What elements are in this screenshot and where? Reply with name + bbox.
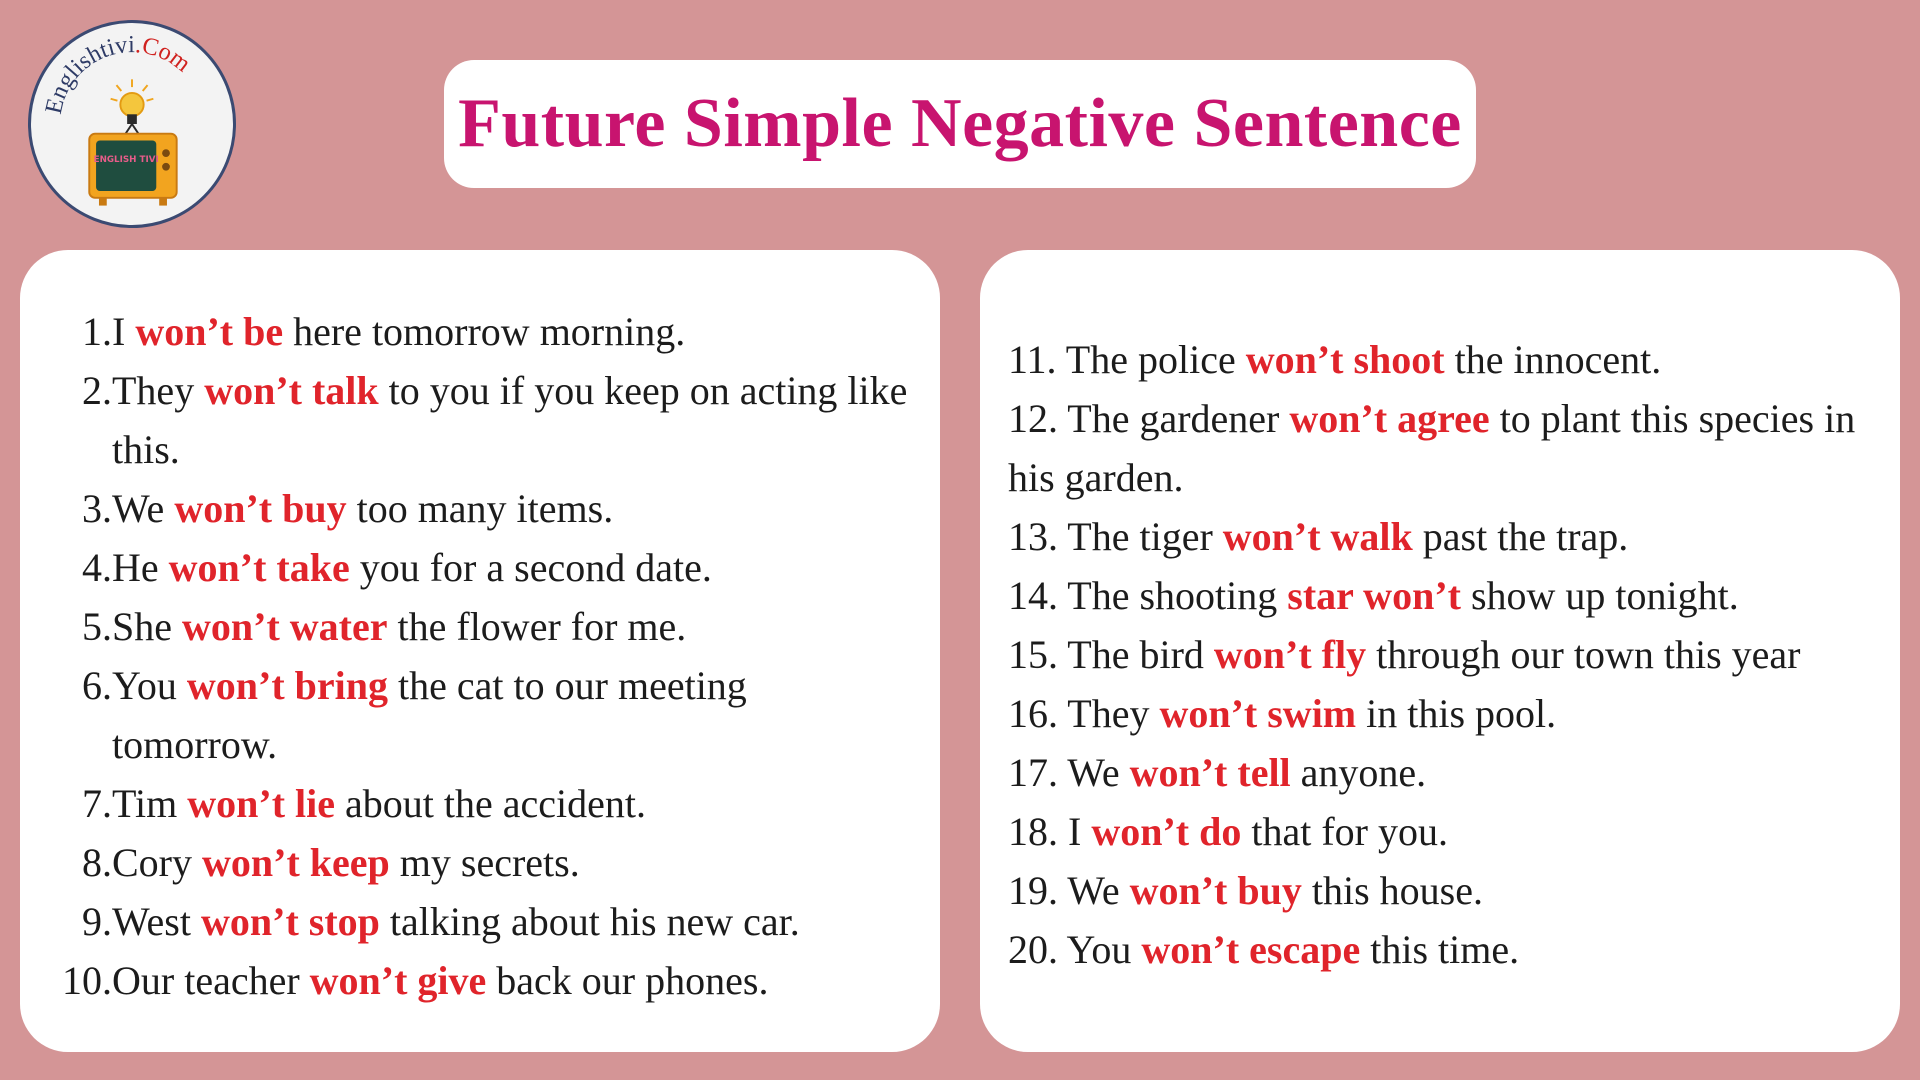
sentence-subject: The police [1056,337,1246,382]
list-item [1008,389,1880,507]
item-number: 3. [82,486,112,531]
list-item [36,302,912,361]
item-number: 19. [1008,868,1058,913]
sentence-subject: West [112,899,201,944]
sentence [112,656,912,774]
sentence-rest: to you if you keep on acting like this. [112,368,908,472]
sentence-rest: here tomorrow morning. [283,309,686,354]
sentence [112,361,912,479]
list-item [36,892,912,951]
list-item [36,597,912,656]
sentence-subject: They [1058,691,1160,736]
sentence [112,833,912,892]
list-item [1008,507,1880,566]
list-item [1008,684,1880,743]
sentence-rest: you for a second date. [349,545,712,590]
sentence-rest: talking about his new car. [379,899,800,944]
item-number: 12. [1008,396,1058,441]
tv-icon [89,134,176,206]
negative-verb-highlight: won’t keep [202,840,390,885]
negative-verb-highlight: won’t buy [1129,868,1302,913]
negative-verb-highlight: won’t buy [174,486,347,531]
site-logo [28,20,236,228]
negative-verb-highlight: won’t escape [1141,927,1361,972]
negative-verb-highlight: won’t swim [1159,691,1357,736]
item-number: 1. [82,309,112,354]
sentence [112,892,912,951]
sentence-subject: I [112,309,136,354]
sentence-subject: He [112,545,169,590]
item-number: 2. [82,368,112,413]
sentence-rest: the flower for me. [387,604,687,649]
sentence-rest: this time. [1360,927,1520,972]
sentence-rest: to plant this species in his garden. [1008,396,1856,500]
item-number: 14. [1008,573,1058,618]
sentence [112,538,912,597]
negative-verb-highlight: won’t walk [1222,514,1413,559]
item-number: 20. [1008,927,1058,972]
list-item [1008,861,1880,920]
item-number: 6. [82,663,112,708]
right-panel [980,250,1900,1052]
sentence-rest: through our town this year [1366,632,1801,677]
item-number: 16. [1008,691,1058,736]
list-item [36,479,912,538]
page-title: Future Simple Negative Sentence [458,85,1462,162]
list-item [36,951,912,1010]
logo-text: Englishtivi.Com [39,31,196,117]
list-item [36,656,912,774]
negative-verb-highlight: won’t be [135,309,284,354]
item-number: 18. [1008,809,1058,854]
item-number: 9. [82,899,112,944]
negative-verb-highlight: won’t take [168,545,350,590]
list-item [1008,625,1880,684]
list-item [1008,566,1880,625]
negative-verb-highlight: won’t lie [187,781,336,826]
list-item [1008,743,1880,802]
sentence-subject: The tiger [1058,514,1223,559]
item-number: 11. [1008,337,1057,382]
sentence-rest: about the accident. [335,781,647,826]
sentence-subject: The bird [1058,632,1214,677]
sentence-rest: past the trap. [1412,514,1629,559]
sentence-rest: back our phones. [486,958,769,1003]
left-panel [20,250,940,1052]
list-item [1008,920,1880,979]
sentence-subject: She [112,604,182,649]
tv-logo-icon [31,23,233,225]
sentence [112,597,912,656]
negative-verb-highlight: won’t bring [186,663,389,708]
negative-verb-highlight: won’t shoot [1245,337,1445,382]
sentence-subject: Cory [112,840,202,885]
item-number: 8. [82,840,112,885]
sentence-subject: Our teacher [112,958,310,1003]
sentence [112,479,912,538]
list-item [36,833,912,892]
list-item [36,538,912,597]
item-number: 15. [1008,632,1058,677]
negative-verb-highlight: won’t do [1091,809,1242,854]
negative-verb-highlight: won’t talk [204,368,379,413]
sentence-subject: We [1058,868,1130,913]
sentence [112,951,912,1010]
negative-verb-highlight: star won’t [1287,573,1461,618]
list-item [1008,330,1880,389]
item-number: 17. [1008,750,1058,795]
tv-screen-text: ENGLISH TIVI [93,154,159,165]
negative-verb-highlight: won’t give [309,958,487,1003]
item-number: 13. [1008,514,1058,559]
sentence-subject: Tim [112,781,188,826]
sentence-rest: in this pool. [1356,691,1557,736]
title-banner [444,60,1476,188]
item-number: 10. [62,958,112,1003]
sentence-subject: You [1058,927,1142,972]
negative-verb-highlight: won’t stop [200,899,380,944]
negative-verb-highlight: won’t water [182,604,388,649]
list-item [36,361,912,479]
list-item [36,774,912,833]
lightbulb-icon [111,79,154,135]
sentence-subject: The gardener [1058,396,1290,441]
sentence-rest: the cat to our meeting tomorrow. [112,663,747,767]
sentence [112,302,912,361]
sentence-subject: They [112,368,205,413]
sentence [112,774,912,833]
sentence-rest: this house. [1301,868,1483,913]
sentence-subject: I [1058,809,1092,854]
sentence-subject: You [112,663,187,708]
negative-verb-highlight: won’t tell [1129,750,1291,795]
negative-verb-highlight: won’t fly [1213,632,1367,677]
item-number: 7. [82,781,112,826]
sentence-subject: We [112,486,175,531]
sentence-subject: The shooting [1058,573,1288,618]
sentence-rest: show up tonight. [1460,573,1739,618]
sentence-rest: my secrets. [389,840,580,885]
item-number: 4. [82,545,112,590]
sentence-rest: the innocent. [1444,337,1662,382]
sentence-rest: that for you. [1241,809,1448,854]
negative-verb-highlight: won’t agree [1289,396,1490,441]
sentence-rest: too many items. [346,486,614,531]
sentence-rest: anyone. [1290,750,1427,795]
sentence-subject: We [1058,750,1130,795]
list-item [1008,802,1880,861]
item-number: 5. [82,604,112,649]
